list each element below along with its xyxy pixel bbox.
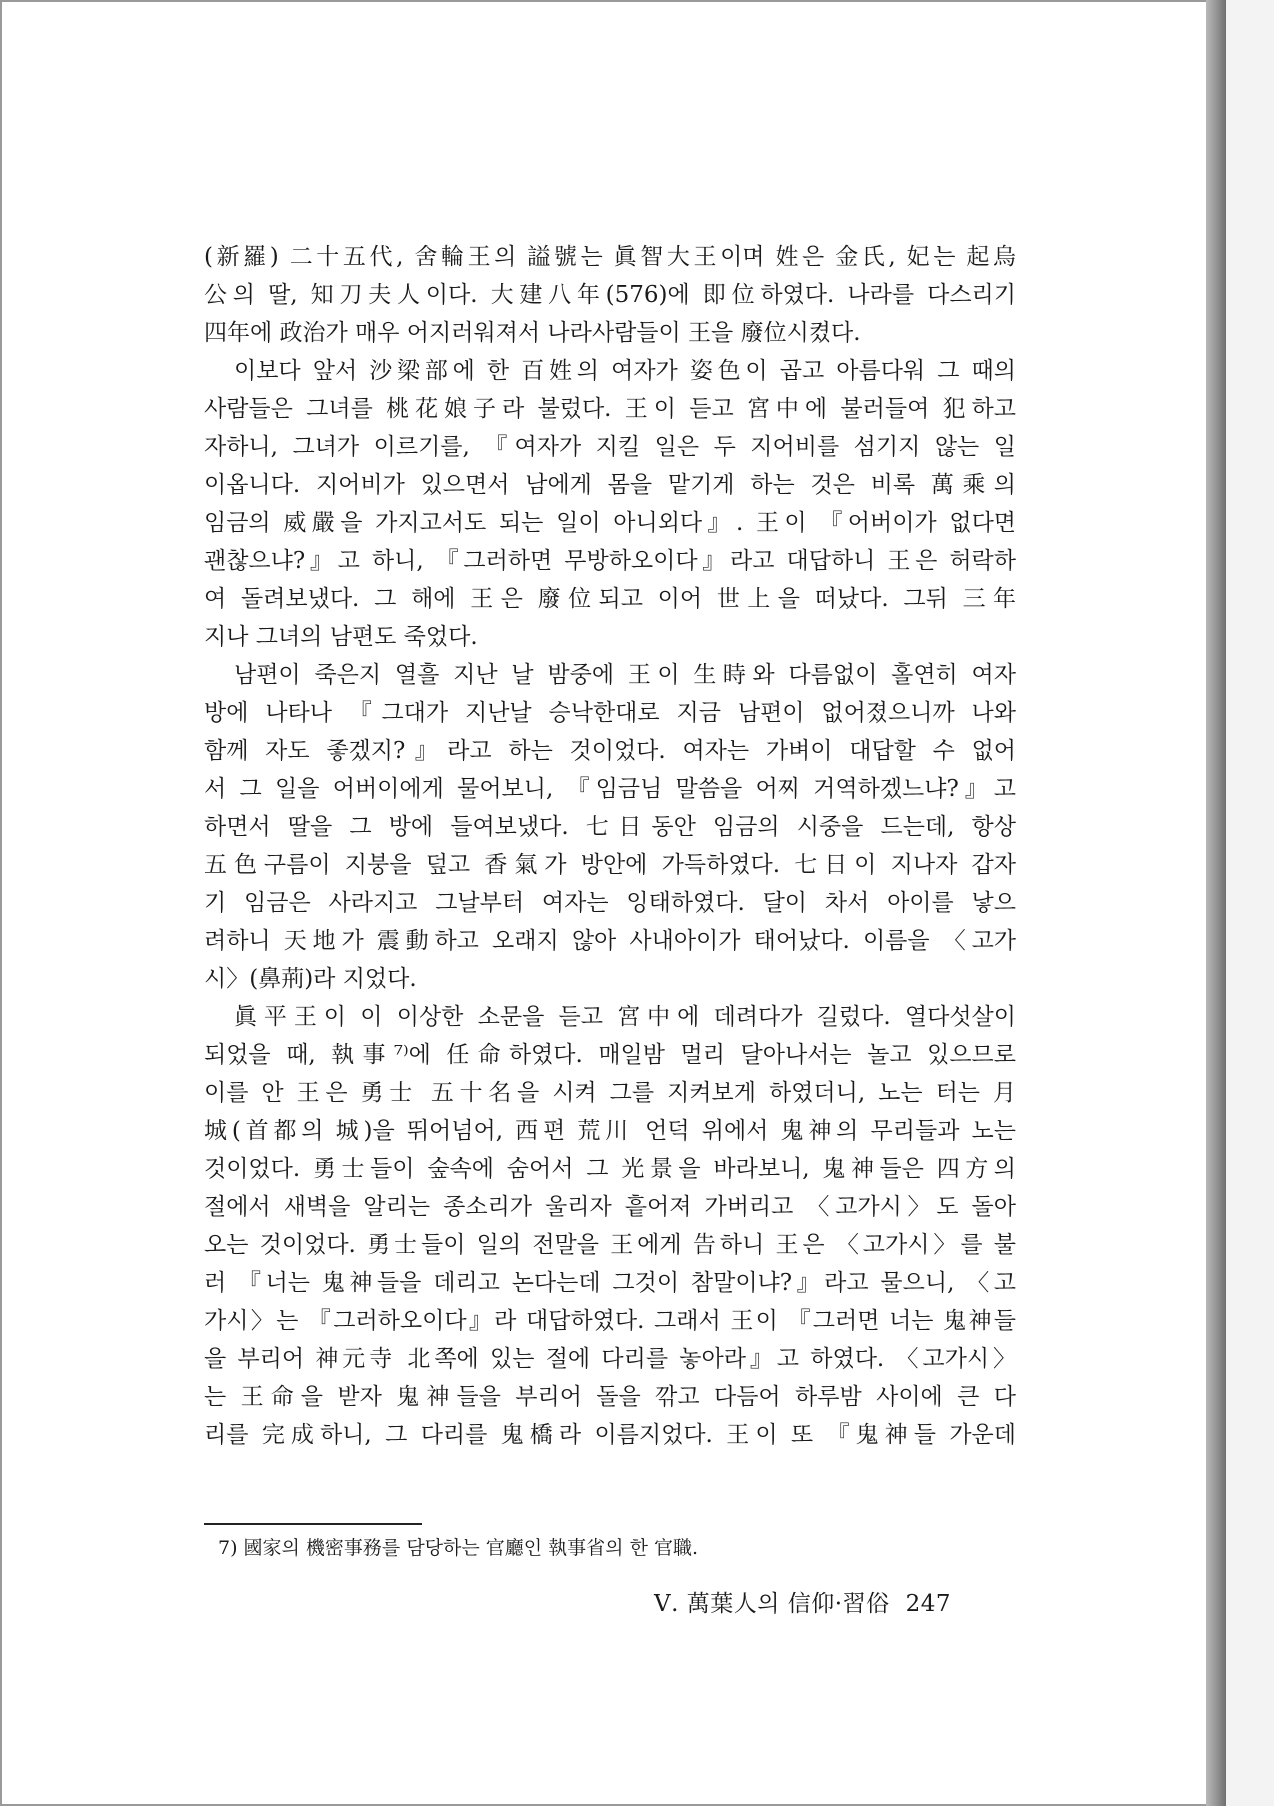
paragraph <box>204 238 1016 352</box>
text-line: 방에 나타나 『그대가 지난날 승낙한대로 지금 남편이 없어졌으니까 나와 <box>204 700 1016 726</box>
text-line: 公의 딸, 知刀夫人이다. 大建八年(576)에 即位하였다. 나라를 다스리기 <box>204 282 1016 308</box>
text-line: 괜찮으냐?』고 하니, 『그러하면 무방하오이다』라고 대답하니 王은 허락하 <box>204 548 1016 574</box>
text-line: 것이었다. 勇士들이 숲속에 숨어서 그 光景을 바라보니, 鬼神들은 四方의 <box>204 1156 1016 1182</box>
page-margin-background <box>1226 0 1274 1806</box>
section-title: Ⅴ. 萬葉人의 信仰·習俗 <box>654 1591 890 1617</box>
text-line: 려하니 天地가 震動하고 오래지 않아 사내아이가 태어났다. 이름을 〈고가 <box>204 928 1016 954</box>
text-line: 하면서 딸을 그 방에 들여보냈다. 七日동안 임금의 시중을 드는데, 항상 <box>204 814 1016 840</box>
text-line: 남편이 죽은지 열흘 지난 날 밤중에 王이 生時와 다름없이 홀연히 여자 <box>234 662 1016 688</box>
text-line: 眞平王이 이 이상한 소문을 듣고 宮中에 데려다가 길렀다. 열다섯살이 <box>234 1004 1016 1030</box>
paragraph <box>204 998 1016 1454</box>
text-line: 는 王命을 받자 鬼神들을 부리어 돌을 깎고 다듬어 하루밤 사이에 큰 다 <box>204 1384 1016 1410</box>
text-line: 서 그 일을 어버이에게 물어보니, 『임금님 말씀을 어찌 거역하겠느냐?』고 <box>204 776 1016 802</box>
text-line: 이를 안 王은 勇士 五十名을 시켜 그를 지켜보게 하였더니, 노는 터는 月 <box>204 1080 1016 1106</box>
text-line: 임금의 威嚴을 가지고서도 되는 일이 아니외다』. 王이 『어버이가 없다면 <box>204 510 1016 536</box>
text-line: 五色구름이 지붕을 덮고 香氣가 방안에 가득하였다. 七日이 지나자 갑자 <box>204 852 1016 878</box>
running-footer <box>654 1589 951 1619</box>
text-line: 여 돌려보냈다. 그 해에 王은 廢位되고 이어 世上을 떠났다. 그뒤 三年 <box>204 586 1016 612</box>
footnote-divider <box>204 1523 422 1525</box>
text-line: 자하니, 그녀가 이르기를, 『여자가 지킬 일은 두 지어비를 섬기지 않는 일 <box>204 434 1016 460</box>
page-edge <box>1206 0 1226 1806</box>
text-line: 절에서 새벽을 알리는 종소리가 울리자 흩어져 가버리고 〈고가시〉도 돌아 <box>204 1194 1016 1220</box>
text-line: 기 임금은 사라지고 그날부터 여자는 잉태하였다. 달이 차서 아이를 낳으 <box>204 890 1016 916</box>
text-line: 러 『너는 鬼神들을 데리고 논다는데 그것이 참말이냐?』라고 물으니, 〈고 <box>204 1270 1016 1296</box>
paragraph <box>204 656 1016 998</box>
text-line: (新羅) 二十五代, 舍輪王의 謚號는 眞智大王이며 姓은 金氏, 妃는 起烏 <box>204 244 1016 270</box>
text-line: 가시〉는 『그러하오이다』라 대답하였다. 그래서 王이 『그러면 너는 鬼神들 <box>204 1308 1016 1334</box>
page-number: 247 <box>905 1591 951 1617</box>
text-line: 사람들은 그녀를 桃花娘子라 불렀다. 王이 듣고 宮中에 불러들여 犯하고 <box>204 396 1016 422</box>
text-line: 리를 完成하니, 그 다리를 鬼橋라 이름지었다. 王이 또 『鬼神들 가운데 <box>204 1422 1016 1448</box>
text-line: 을 부리어 神元寺 北쪽에 있는 절에 다리를 놓아라』고 하였다. 〈고가시〉 <box>204 1346 1016 1372</box>
text-line: 四年에 政治가 매우 어지러워져서 나라사람들이 王을 廢位시켰다. <box>204 320 861 346</box>
paragraph <box>204 352 1016 656</box>
footnote: 7) 國家의 機密事務를 담당하는 官廳인 執事省의 한 官職. <box>218 1537 699 1559</box>
text-line: 오는 것이었다. 勇士들이 일의 전말을 王에게 告하니 王은 〈고가시〉를 불 <box>204 1232 1016 1258</box>
body-text <box>204 238 1016 1454</box>
text-line: 되었을 때, 執事⁷⁾에 任命하였다. 매일밤 멀리 달아나서는 놀고 있으므로 <box>204 1042 1016 1068</box>
text-line: 이옵니다. 지어비가 있으면서 남에게 몸을 맡기게 하는 것은 비록 萬乘의 <box>204 472 1016 498</box>
text-line: 城(首都의 城)을 뛰어넘어, 西편 荒川 언덕 위에서 鬼神의 무리들과 노는 <box>204 1118 1016 1144</box>
text-line: 지나 그녀의 남편도 죽었다. <box>204 624 478 650</box>
text-line: 이보다 앞서 沙梁部에 한 百姓의 여자가 姿色이 곱고 아름다워 그 때의 <box>234 358 1016 384</box>
text-line: 시〉(鼻荊)라 지었다. <box>204 966 417 992</box>
text-line: 함께 자도 좋겠지?』라고 하는 것이었다. 여자는 가벼이 대답할 수 없어 <box>204 738 1016 764</box>
